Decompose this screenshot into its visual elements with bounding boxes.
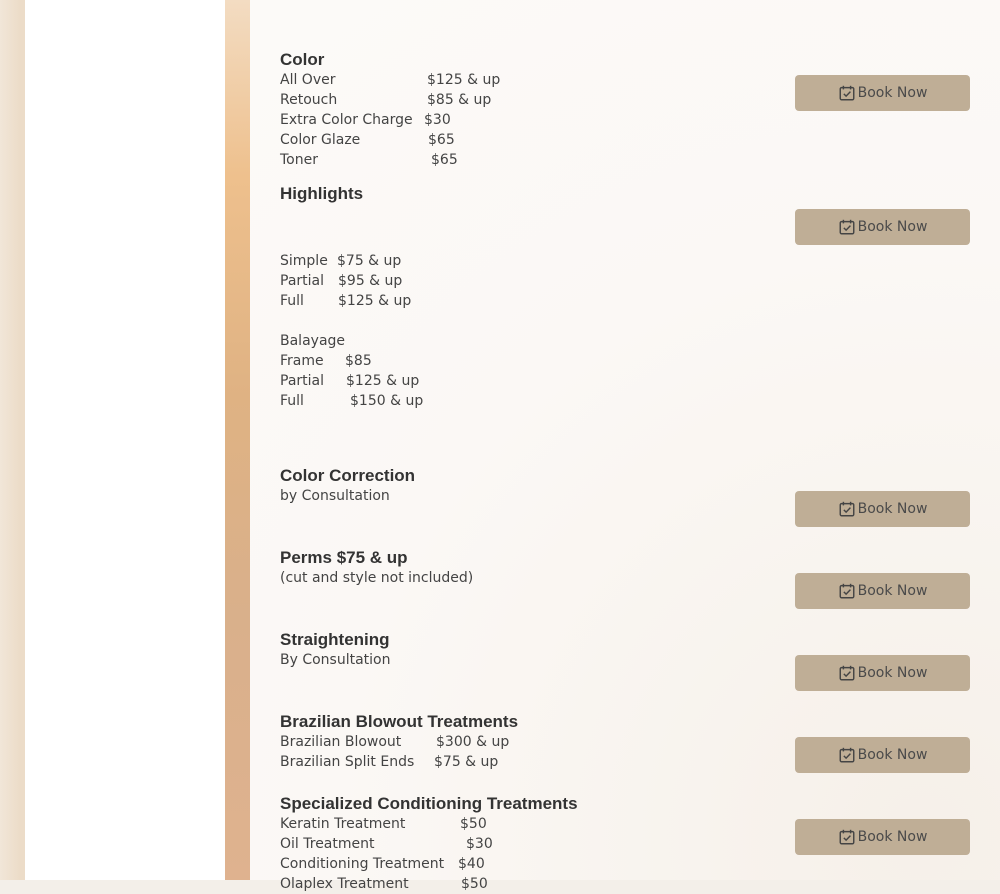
service-price: $65 — [428, 132, 455, 148]
service-name: Extra Color Charge — [280, 112, 413, 128]
service-price: $50 — [460, 816, 487, 832]
price-row — [280, 371, 980, 391]
price-row — [280, 291, 980, 311]
price-row — [280, 251, 980, 271]
service-description: by Consultation — [280, 488, 390, 504]
book-now-label: Book Now — [857, 583, 928, 599]
service-price: $125 & up — [338, 293, 412, 309]
service-name: Partial — [280, 273, 324, 289]
sidebar-panel — [25, 0, 225, 880]
service-name: All Over — [280, 72, 336, 88]
service-name: Simple — [280, 253, 328, 269]
book-now-label: Book Now — [857, 747, 928, 763]
section-title: Color — [280, 50, 325, 69]
section-title: Straightening — [280, 630, 390, 649]
service-name: Toner — [280, 152, 318, 168]
calendar-check-icon — [838, 218, 856, 236]
service-name: Frame — [280, 353, 324, 369]
price-row — [280, 854, 980, 874]
service-price: $65 — [431, 152, 458, 168]
book-now-label: Book Now — [857, 85, 928, 101]
service-name: Balayage — [280, 333, 346, 349]
book-now-button-conditioning[interactable] — [795, 819, 970, 855]
calendar-check-icon — [838, 746, 856, 764]
book-now-label: Book Now — [857, 829, 928, 845]
price-row — [280, 150, 980, 170]
price-row — [280, 271, 980, 291]
section-title: Brazilian Blowout Treatments — [280, 712, 519, 731]
service-price: $75 & up — [337, 253, 402, 269]
price-row — [280, 391, 980, 411]
calendar-check-icon — [838, 664, 856, 682]
service-description: (cut and style not included) — [280, 570, 474, 586]
balayage-heading — [280, 331, 980, 351]
service-name: Oil Treatment — [280, 836, 375, 852]
book-now-label: Book Now — [857, 219, 928, 235]
service-name: Olaplex Treatment — [280, 876, 409, 892]
price-row — [280, 351, 980, 371]
book-now-button-perms[interactable] — [795, 573, 970, 609]
service-name: Brazilian Blowout — [280, 734, 402, 750]
service-price: $30 — [424, 112, 451, 128]
service-name: Retouch — [280, 92, 338, 108]
service-price: $40 — [458, 856, 485, 872]
service-price: $125 & up — [427, 72, 501, 88]
section-title: Color Correction — [280, 466, 416, 485]
service-name: Full — [280, 393, 304, 409]
price-row — [280, 130, 980, 150]
service-price: $150 & up — [350, 393, 424, 409]
price-row — [280, 110, 980, 130]
service-name: Keratin Treatment — [280, 816, 406, 832]
service-name: Conditioning Treatment — [280, 856, 445, 872]
book-now-button-color-correction[interactable] — [795, 491, 970, 527]
book-now-button-color[interactable] — [795, 75, 970, 111]
price-row — [280, 874, 980, 894]
service-price: $85 — [345, 353, 372, 369]
service-price: $300 & up — [436, 734, 510, 750]
service-name: Partial — [280, 373, 324, 389]
calendar-check-icon — [838, 582, 856, 600]
service-price: $85 & up — [427, 92, 492, 108]
calendar-check-icon — [838, 500, 856, 518]
service-description: By Consultation — [280, 652, 391, 668]
service-name: Color Glaze — [280, 132, 361, 148]
service-name: Brazilian Split Ends — [280, 754, 415, 770]
service-price: $75 & up — [434, 754, 499, 770]
calendar-check-icon — [838, 84, 856, 102]
book-now-button-brazilian[interactable] — [795, 737, 970, 773]
book-now-button-straightening[interactable] — [795, 655, 970, 691]
service-price: $50 — [461, 876, 488, 892]
book-now-label: Book Now — [857, 665, 928, 681]
section-title: Perms $75 & up — [280, 548, 408, 567]
services-content — [250, 0, 1000, 892]
service-price: $95 & up — [338, 273, 403, 289]
section-title: Highlights — [280, 184, 364, 203]
book-now-button-highlights[interactable] — [795, 209, 970, 245]
book-now-label: Book Now — [857, 501, 928, 517]
section-title: Specialized Conditioning Treatments — [280, 794, 578, 813]
calendar-check-icon — [838, 828, 856, 846]
service-price: $30 — [466, 836, 493, 852]
service-name: Full — [280, 293, 304, 309]
service-price: $125 & up — [346, 373, 420, 389]
